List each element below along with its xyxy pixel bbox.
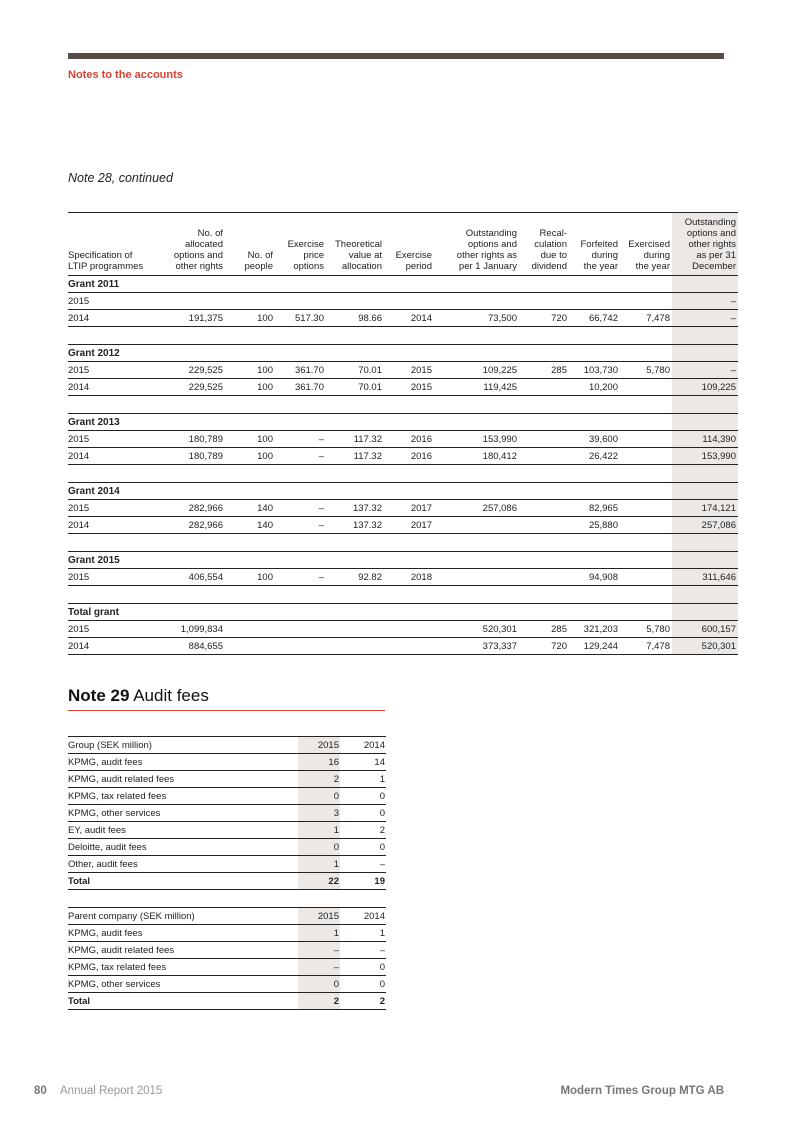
fees-value: – [340, 942, 386, 959]
ltip-cell: 66,742 [569, 310, 620, 327]
ltip-row [68, 431, 738, 448]
ltip-cell [434, 569, 519, 586]
ltip-row [68, 379, 738, 396]
ltip-cell: 100 [225, 362, 275, 379]
fees-label: EY, audit fees [68, 822, 298, 839]
grant-group-row [68, 345, 738, 362]
fees-value: 1 [298, 822, 340, 839]
ltip-cell: 1,099,834 [156, 621, 225, 638]
ltip-cell: 285 [519, 621, 569, 638]
grant-group-title: Grant 2012 [68, 345, 672, 362]
note28-continued-label: Note 28, continued [68, 171, 173, 185]
ltip-cell: 720 [519, 310, 569, 327]
ltip-column-header: Exercise price options [275, 213, 326, 276]
fees-value: 1 [340, 771, 386, 788]
ltip-column-header: Exercised during the year [620, 213, 672, 276]
company-name: Modern Times Group MTG AB [560, 1085, 724, 1097]
ltip-row [68, 517, 738, 534]
ltip-column-header: Specification of LTIP programmes [68, 213, 156, 276]
ltip-cell [519, 517, 569, 534]
ltip-cell: 140 [225, 500, 275, 517]
grant-group-title: Total grant [68, 604, 672, 621]
fees-total-row [68, 873, 386, 890]
ltip-cell: 2015 [68, 621, 156, 638]
ltip-cell [519, 569, 569, 586]
fees-label: KPMG, other services [68, 805, 298, 822]
ltip-cell: 2014 [384, 310, 434, 327]
ltip-cell: 2014 [68, 638, 156, 655]
ltip-cell: 2018 [384, 569, 434, 586]
grant-group-row [68, 276, 738, 293]
ltip-cell: – [672, 362, 738, 379]
ltip-cell: 119,425 [434, 379, 519, 396]
ltip-cell: 100 [225, 569, 275, 586]
fees-row [68, 839, 386, 856]
fees-value: 2 [340, 822, 386, 839]
top-rule [68, 53, 724, 59]
page-number: 80 [34, 1085, 47, 1097]
fees-value: 14 [340, 754, 386, 771]
ltip-cell: – [275, 431, 326, 448]
fees-value: 1 [298, 856, 340, 873]
spacer-row [68, 534, 738, 552]
note29-heading [68, 686, 385, 711]
ltip-cell: 2015 [68, 293, 156, 310]
fees-row [68, 822, 386, 839]
ltip-cell: 2015 [384, 362, 434, 379]
ltip-cell: 114,390 [672, 431, 738, 448]
ltip-cell: 109,225 [434, 362, 519, 379]
ltip-cell: 137.32 [326, 500, 384, 517]
ltip-cell: 2015 [68, 431, 156, 448]
ltip-cell: 100 [225, 379, 275, 396]
fees-row [68, 771, 386, 788]
ltip-cell: – [672, 293, 738, 310]
ltip-cell [326, 638, 384, 655]
fees-label: Total [68, 873, 298, 890]
ltip-cell: 2016 [384, 431, 434, 448]
fees-value: 2 [298, 993, 340, 1010]
grant-group-row [68, 483, 738, 500]
fees-label: KPMG, audit fees [68, 925, 298, 942]
fees-value: 0 [340, 839, 386, 856]
ltip-row [68, 310, 738, 327]
ltip-cell: 180,789 [156, 448, 225, 465]
ltip-cell: 2017 [384, 500, 434, 517]
ltip-cell: 373,337 [434, 638, 519, 655]
ltip-cell [620, 517, 672, 534]
grant-group-row [68, 604, 738, 621]
ltip-cell: 140 [225, 517, 275, 534]
fees-value: 2015 [298, 908, 340, 925]
spacer-row [68, 586, 738, 604]
ltip-cell: 2016 [384, 448, 434, 465]
ltip-cell: 517.30 [275, 310, 326, 327]
ltip-cell: 257,086 [434, 500, 519, 517]
ltip-cell: – [672, 310, 738, 327]
ltip-cell [384, 293, 434, 310]
fees-value: 0 [340, 788, 386, 805]
grant-group-title: Grant 2011 [68, 276, 672, 293]
ltip-cell: 2014 [68, 448, 156, 465]
fees-row [68, 976, 386, 993]
fees-value: – [298, 942, 340, 959]
fees-label: KPMG, tax related fees [68, 788, 298, 805]
ltip-cell: 5,780 [620, 621, 672, 638]
spacer-row [68, 396, 738, 414]
ltip-cell: 117.32 [326, 448, 384, 465]
fees-value: 1 [298, 925, 340, 942]
ltip-cell: – [275, 569, 326, 586]
ltip-column-header: Outstanding options and other rights as per 1 January [434, 213, 519, 276]
fees-value: 0 [340, 805, 386, 822]
ltip-cell: 117.32 [326, 431, 384, 448]
fees-row [68, 856, 386, 873]
ltip-cell: 311,646 [672, 569, 738, 586]
ltip-cell: 100 [225, 448, 275, 465]
fees-header-row [68, 908, 386, 925]
ltip-cell [225, 638, 275, 655]
fees-label: KPMG, tax related fees [68, 959, 298, 976]
ltip-cell: 2014 [68, 379, 156, 396]
ltip-cell: 361.70 [275, 379, 326, 396]
fees-value: 2014 [340, 737, 386, 754]
ltip-cell [275, 638, 326, 655]
report-name: Annual Report 2015 [60, 1085, 163, 1097]
ltip-cell: 70.01 [326, 362, 384, 379]
ltip-cell: 229,525 [156, 379, 225, 396]
fees-total-row [68, 993, 386, 1010]
fees-value: 3 [298, 805, 340, 822]
fees-row [68, 925, 386, 942]
ltip-cell: 406,554 [156, 569, 225, 586]
ltip-cell: 720 [519, 638, 569, 655]
ltip-cell: 2015 [68, 500, 156, 517]
ltip-table [68, 212, 738, 655]
grant-group-row [68, 414, 738, 431]
ltip-cell: 229,525 [156, 362, 225, 379]
fees-label: Group (SEK million) [68, 737, 298, 754]
fees-label: KPMG, other services [68, 976, 298, 993]
ltip-cell: 7,478 [620, 638, 672, 655]
ltip-cell: 282,966 [156, 500, 225, 517]
note29-number: Note 29 [68, 686, 130, 705]
ltip-cell: 2014 [68, 517, 156, 534]
ltip-cell: 361.70 [275, 362, 326, 379]
ltip-cell [620, 500, 672, 517]
ltip-cell: – [275, 500, 326, 517]
ltip-cell [225, 621, 275, 638]
fees-row [68, 805, 386, 822]
fees-row [68, 754, 386, 771]
ltip-row [68, 500, 738, 517]
ltip-cell [519, 448, 569, 465]
ltip-cell: 100 [225, 310, 275, 327]
fees-value: 0 [340, 959, 386, 976]
ltip-cell: 10,200 [569, 379, 620, 396]
ltip-row [68, 448, 738, 465]
ltip-cell: 82,965 [569, 500, 620, 517]
fees-value: 2 [298, 771, 340, 788]
ltip-row [68, 293, 738, 310]
fees-label: KPMG, audit fees [68, 754, 298, 771]
ltip-cell: 26,422 [569, 448, 620, 465]
fees-value: 2014 [340, 908, 386, 925]
fees-row [68, 942, 386, 959]
ltip-column-header: Exercise period [384, 213, 434, 276]
ltip-cell [225, 293, 275, 310]
ltip-column-header: Theoretical value at allocation [326, 213, 384, 276]
ltip-cell: 600,157 [672, 621, 738, 638]
ltip-row [68, 638, 738, 655]
fees-label: KPMG, audit related fees [68, 942, 298, 959]
grant-group-title: Grant 2014 [68, 483, 672, 500]
ltip-cell [326, 621, 384, 638]
fees-label: Deloitte, audit fees [68, 839, 298, 856]
fees-value: 1 [340, 925, 386, 942]
ltip-column-header: No. of people [225, 213, 275, 276]
ltip-cell: 520,301 [672, 638, 738, 655]
ltip-cell: 100 [225, 431, 275, 448]
parent-audit-fees-table [68, 907, 386, 1010]
grant-group-title: Grant 2015 [68, 552, 672, 569]
ltip-cell: 2015 [68, 569, 156, 586]
ltip-cell: 285 [519, 362, 569, 379]
ltip-cell: 520,301 [434, 621, 519, 638]
ltip-column-header: Forfeited during the year [569, 213, 620, 276]
ltip-cell: 39,600 [569, 431, 620, 448]
ltip-row [68, 569, 738, 586]
fees-value: 19 [340, 873, 386, 890]
ltip-cell: 180,412 [434, 448, 519, 465]
ltip-cell: 282,966 [156, 517, 225, 534]
ltip-cell [275, 293, 326, 310]
ltip-cell [384, 621, 434, 638]
ltip-cell: 884,655 [156, 638, 225, 655]
ltip-cell [519, 431, 569, 448]
ltip-cell: 321,203 [569, 621, 620, 638]
ltip-cell: 180,789 [156, 431, 225, 448]
ltip-cell [620, 379, 672, 396]
ltip-row [68, 362, 738, 379]
fees-label: Other, audit fees [68, 856, 298, 873]
ltip-cell: 73,500 [434, 310, 519, 327]
ltip-cell [620, 569, 672, 586]
grant-group-row [68, 552, 738, 569]
ltip-cell: 103,730 [569, 362, 620, 379]
ltip-cell [519, 379, 569, 396]
ltip-column-header: Outstanding options and other rights as per 31 December [672, 213, 738, 276]
fees-value: 2 [340, 993, 386, 1010]
fees-header-row [68, 737, 386, 754]
ltip-cell: – [275, 448, 326, 465]
ltip-cell [326, 293, 384, 310]
ltip-cell: 7,478 [620, 310, 672, 327]
ltip-cell: 109,225 [672, 379, 738, 396]
ltip-cell: 2017 [384, 517, 434, 534]
ltip-cell: 257,086 [672, 517, 738, 534]
ltip-cell: 5,780 [620, 362, 672, 379]
fees-row [68, 788, 386, 805]
note29-title: Audit fees [133, 686, 209, 705]
ltip-cell [156, 293, 225, 310]
ltip-cell: 137.32 [326, 517, 384, 534]
ltip-cell: 94,908 [569, 569, 620, 586]
fees-label: KPMG, audit related fees [68, 771, 298, 788]
ltip-cell [434, 293, 519, 310]
ltip-cell [569, 293, 620, 310]
ltip-cell: 70.01 [326, 379, 384, 396]
fees-row [68, 959, 386, 976]
ltip-cell [620, 448, 672, 465]
fees-label: Total [68, 993, 298, 1010]
ltip-cell [434, 517, 519, 534]
footer-left [34, 1085, 162, 1097]
fees-value: 16 [298, 754, 340, 771]
fees-value: 0 [298, 976, 340, 993]
ltip-cell: 191,375 [156, 310, 225, 327]
fees-value: 22 [298, 873, 340, 890]
ltip-cell [620, 293, 672, 310]
spacer-row [68, 465, 738, 483]
spacer-row [68, 327, 738, 345]
ltip-cell: 153,990 [672, 448, 738, 465]
ltip-column-header: Recal- culation due to dividend [519, 213, 569, 276]
ltip-cell [519, 293, 569, 310]
ltip-cell: 2015 [68, 362, 156, 379]
ltip-cell: 129,244 [569, 638, 620, 655]
ltip-cell: 2015 [384, 379, 434, 396]
ltip-cell: 25,880 [569, 517, 620, 534]
fees-label: Parent company (SEK million) [68, 908, 298, 925]
fees-value: 2015 [298, 737, 340, 754]
fees-value: – [298, 959, 340, 976]
section-title: Notes to the accounts [68, 69, 183, 81]
ltip-header-row [68, 213, 738, 276]
ltip-cell: 174,121 [672, 500, 738, 517]
fees-value: – [340, 856, 386, 873]
ltip-cell [384, 638, 434, 655]
ltip-cell: 153,990 [434, 431, 519, 448]
grant-group-title: Grant 2013 [68, 414, 672, 431]
ltip-cell: 92.82 [326, 569, 384, 586]
ltip-cell [620, 431, 672, 448]
ltip-cell: – [275, 517, 326, 534]
ltip-row [68, 621, 738, 638]
group-audit-fees-table [68, 736, 386, 890]
ltip-cell [275, 621, 326, 638]
ltip-cell: 2014 [68, 310, 156, 327]
fees-value: 0 [340, 976, 386, 993]
ltip-cell [519, 500, 569, 517]
fees-value: 0 [298, 788, 340, 805]
fees-value: 0 [298, 839, 340, 856]
ltip-column-header: No. of allocated options and other rights [156, 213, 225, 276]
ltip-cell: 98.66 [326, 310, 384, 327]
